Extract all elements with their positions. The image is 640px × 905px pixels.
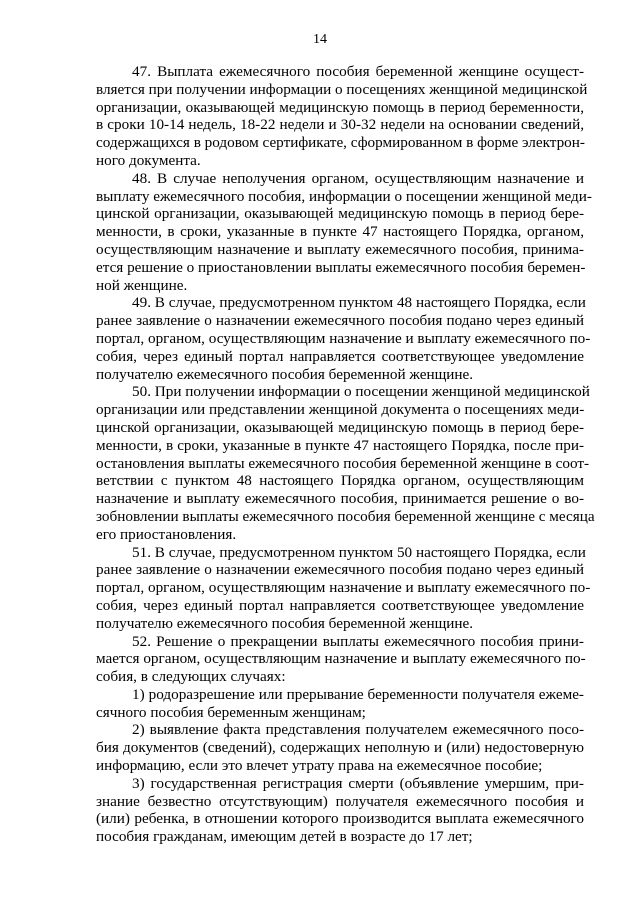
text-line: собия, через единый портал направляется соответствующее уведомление [96, 347, 584, 365]
text-line: сячного пособия беременным женщинам; [96, 703, 366, 721]
text-line: портал, органом, осуществляющим назначение и выплату ежемесячного по- [96, 579, 591, 597]
text-line: организации, оказывающей медицинскую помощь в период беременности, [96, 98, 584, 116]
text-line: 1) родоразрешение или прерывание беременности получателя ежеме- [132, 685, 584, 703]
text-line: 47. Выплата ежемесячного пособия беременной женщине осущест- [132, 63, 584, 80]
text-line: (или) ребенка, в отношении которого производится выплата ежемесячного [96, 810, 584, 828]
paragraph [96, 543, 591, 633]
text-line: 48. В случае неполучения органом, осуществляющим назначение и [132, 169, 584, 187]
text-line: менности, в сроки, указанные в пункте 47 настоящего Порядка, органом, [96, 223, 584, 241]
text-line: мается органом, осуществляющим назначение и выплату ежемесячного по- [96, 650, 586, 668]
text-line: 3) государственная регистрация смерти (объявление умершим, при- [132, 774, 584, 792]
document-body [96, 63, 595, 846]
text-line: вляется при получении информации о посещениях женщиной медицинской [96, 80, 588, 98]
text-line: 52. Решение о прекращении выплаты ежемесячного пособия прини- [132, 632, 584, 650]
text-line: цинской организации, оказывающей медицинскую помощь в период бере- [96, 418, 584, 436]
text-line: остановления выплаты ежемесячного пособия беременной женщине в соот- [96, 454, 590, 472]
text-line: ется решение о приостановлении выплаты ежемесячного пособия беремен- [96, 258, 586, 276]
paragraph [96, 775, 584, 846]
text-line: содержащихся в родовом сертификате, сформированном в форме электрон- [96, 134, 585, 152]
text-line: информацию, если это влечет утрату права на ежемесячное пособие; [96, 757, 543, 775]
text-line: ранее заявление о назначении ежемесячного пособия подано через единый [96, 561, 584, 579]
text-line: выплату ежемесячного пособия, информации о посещении женщиной меди- [96, 187, 592, 205]
text-line: ранее заявление о назначении ежемесячного пособия подано через единый [96, 312, 584, 330]
text-line: в сроки 10-14 недель, 18-22 недели и 30-32 недели на основании сведений, [96, 116, 584, 134]
text-line: бия документов (сведений), содержащих неполную и (или) недостоверную [96, 739, 584, 757]
paragraph [96, 294, 591, 383]
page-number: 14 [313, 32, 327, 47]
text-line: назначение и выплату ежемесячного пособия, принимается решение о во- [96, 490, 584, 508]
text-line: собия, через единый портал направляется соответствующее уведомление [96, 596, 584, 614]
text-line: осуществляющим назначение и выплату ежемесячного пособия, принима- [96, 240, 584, 258]
text-line: пособия гражданам, имеющим детей в возрасте до 17 лет; [96, 828, 473, 846]
text-line: 50. При получении информации о посещении женщиной медицинской [132, 383, 590, 401]
paragraph [96, 169, 592, 295]
text-line: зобновлении выплаты ежемесячного пособия беременной женщине с месяца [96, 507, 595, 525]
text-line: ной женщине. [96, 276, 188, 294]
text-line: организации или представлении женщиной документа о посещениях меди- [96, 401, 585, 419]
text-line: собия, в следующих случаях: [96, 668, 286, 686]
paragraph [96, 383, 595, 543]
text-line: ветствии с пунктом 48 настоящего Порядка органом, осуществляющим [96, 472, 584, 490]
text-line: менности, в сроки, указанные в пункте 47 настоящего Порядка, после при- [96, 436, 584, 454]
text-line: получателю ежемесячного пособия беременной женщине. [96, 614, 474, 632]
text-line: знание безвестно отсутствующим) получателя ежемесячного пособия и [96, 792, 584, 810]
paragraph [96, 63, 588, 170]
text-line: 49. В случае, предусмотренном пунктом 48 настоящего Порядка, если [132, 294, 586, 312]
text-line: его приостановления. [96, 525, 237, 543]
paragraph [96, 721, 584, 774]
text-line: 2) выявление факта представления получателем ежемесячного посо- [132, 721, 584, 739]
text-line: цинской организации, оказывающей медицинскую помощь в период бере- [96, 205, 584, 223]
paragraph [96, 633, 584, 686]
text-line: получателю ежемесячного пособия беременной женщине. [96, 365, 474, 383]
paragraph [96, 686, 584, 722]
text-line: ного документа. [96, 151, 201, 169]
text-line: 51. В случае, предусмотренном пунктом 50 настоящего Порядка, если [132, 543, 586, 561]
text-line: портал, органом, осуществляющим назначение и выплату ежемесячного по- [96, 329, 591, 347]
